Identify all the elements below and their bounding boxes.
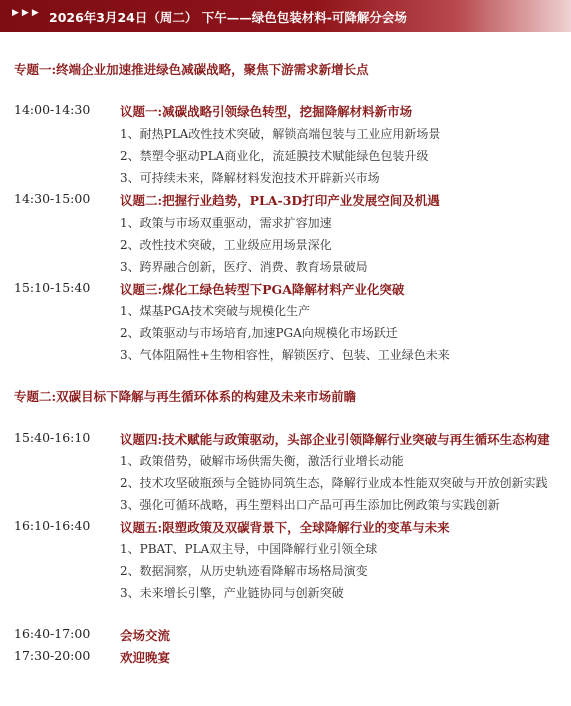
session-item: 1、煤基PGA技术突破与规模化生产 — [120, 304, 310, 318]
closing-topic: 欢迎晚宴 — [120, 650, 171, 665]
arrow-icons: ▶▶▶ — [12, 8, 42, 18]
session-row — [0, 191, 571, 213]
session-item: 2、禁塑令驱动PLA商业化，流延膜技术赋能绿色包装升级 — [120, 149, 429, 163]
session-time: 15:40-16:10 — [14, 430, 91, 445]
session-row — [0, 280, 571, 302]
session-item: 1、耐热PLA改性技术突破，解锁高端包装与工业应用新场景 — [120, 127, 441, 141]
session-time: 16:10-16:40 — [14, 518, 91, 533]
session-row — [0, 102, 571, 124]
closing-time: 16:40-17:00 — [14, 626, 91, 641]
closing-topic: 会场交流 — [120, 628, 171, 643]
session-item: 3、可持续未来，降解材料发泡技术开辟新兴市场 — [120, 171, 380, 185]
session-topic: 议题二:把握行业趋势，PLA-3D打印产业发展空间及机遇 — [120, 193, 440, 208]
session-row — [0, 430, 571, 452]
session-item: 2、改性技术突破，工业级应用场景深化 — [120, 238, 332, 252]
session-item: 2、数据洞察，从历史轨迹看降解市场格局演变 — [120, 564, 368, 578]
session-item: 3、强化可循环战略，再生塑料出口产品可再生添加比例政策与实践创新 — [120, 498, 500, 512]
session-topic: 议题四:技术赋能与政策驱动，头部企业引领降解行业突破与再生循环生态构建 — [120, 432, 550, 447]
session-item: 3、跨界融合创新，医疗、消费、教育场景破局 — [120, 260, 368, 274]
closing-row — [0, 626, 571, 648]
section-title: 专题一:终端企业加速推进绿色减碳战略，聚焦下游需求新增长点 — [14, 62, 369, 77]
session-item: 3、未来增长引擎，产业链协同与创新突破 — [120, 586, 344, 600]
session-time: 14:00-14:30 — [14, 102, 91, 117]
header-banner — [0, 0, 571, 32]
session-row — [0, 518, 571, 540]
closing-row — [0, 648, 571, 670]
session-item: 1、PBAT、PLA双主导，中国降解行业引领全球 — [120, 542, 378, 556]
session-time: 15:10-15:40 — [14, 280, 91, 295]
session-item: 1、政策与市场双重驱动，需求扩容加速 — [120, 216, 332, 230]
session-time: 14:30-15:00 — [14, 191, 91, 206]
session-topic: 议题三:煤化工绿色转型下PGA降解材料产业化突破 — [120, 282, 405, 297]
session-topic: 议题五:限塑政策及双碳背景下，全球降解行业的变革与未来 — [120, 520, 450, 535]
closing-time: 17:30-20:00 — [14, 648, 91, 663]
session-item: 1、政策借势，破解市场供需失衡，激活行业增长动能 — [120, 454, 404, 468]
session-item: 2、技术攻坚破瓶颈与全链协同筑生态，降解行业成本性能双突破与开放创新实践 — [120, 476, 548, 490]
session-item: 3、气体阻隔性+生物相容性，解锁医疗、包装、工业绿色未来 — [120, 348, 450, 362]
section-title: 专题二:双碳目标下降解与再生循环体系的构建及未来市场前瞻 — [14, 389, 357, 404]
session-topic: 议题一:减碳战略引领绿色转型，挖掘降解材料新市场 — [120, 104, 413, 119]
session-item: 2、政策驱动与市场培育,加速PGA向规模化市场跃迁 — [120, 326, 398, 340]
header-title: 2026年3月24日（周二） 下午——绿色包装材料-可降解分会场 — [49, 10, 407, 25]
